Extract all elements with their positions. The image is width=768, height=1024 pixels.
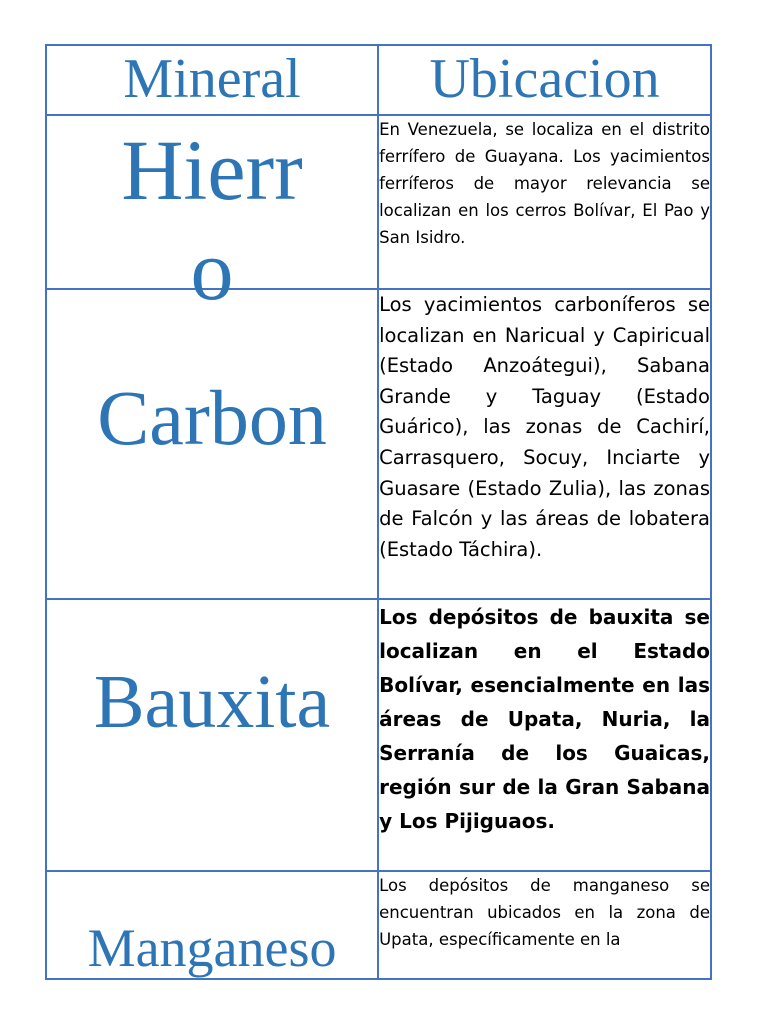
mineral-name-bauxita: Bauxita [93,660,331,744]
ubicacion-cell-bauxita: Los depósitos de bauxita se localizan en el Estado Bolívar, esencialmente en las áreas de Upata, Nuria, la Serranía de los Guaicas, región sur de la Gran Sabana y Los Pijiguaos. [378,599,711,871]
mineral-cell-bauxita [46,599,378,871]
table-row [46,871,711,979]
ubicacion-cell-manganeso: Los depósitos de manganeso se encuentran ubicados en la zona de Upata, específicamente en la [378,871,711,979]
header-ubicacion: Ubicacion [378,45,711,115]
mineral-name-hierro: Hierr o [121,122,303,318]
ubicacion-cell-hierro: En Venezuela, se localiza en el distrito ferrífero de Guayana. Los yacimientos ferríferos de mayor relevancia se localizan en los cerros Bolívar, El Pao y San Isidro. [378,115,711,289]
mineral-cell-carbon [46,289,378,599]
header-mineral: Mineral [46,45,378,115]
table-row [46,115,711,289]
table-row [46,289,711,599]
table-row [46,599,711,871]
minerals-table [45,44,712,980]
mineral-cell-manganeso [46,871,378,979]
header-row [46,45,711,115]
mineral-name-carbon: Carbon [97,374,327,461]
mineral-name-manganeso: Manganeso [87,918,337,978]
mineral-cell-hierro [46,115,378,318]
ubicacion-cell-carbon: Los yacimientos carboníferos se localizan en Naricual y Capiricual (Estado Anzoátegui), Sabana Grande y Taguay (Estado Guárico), las zonas de Cachirí, Carrasquero, Socuy, Inciarte y Guasare (Estado Zulia), las zonas de Falcón y las áreas de lobatera (Estado Táchira). [378,289,711,599]
